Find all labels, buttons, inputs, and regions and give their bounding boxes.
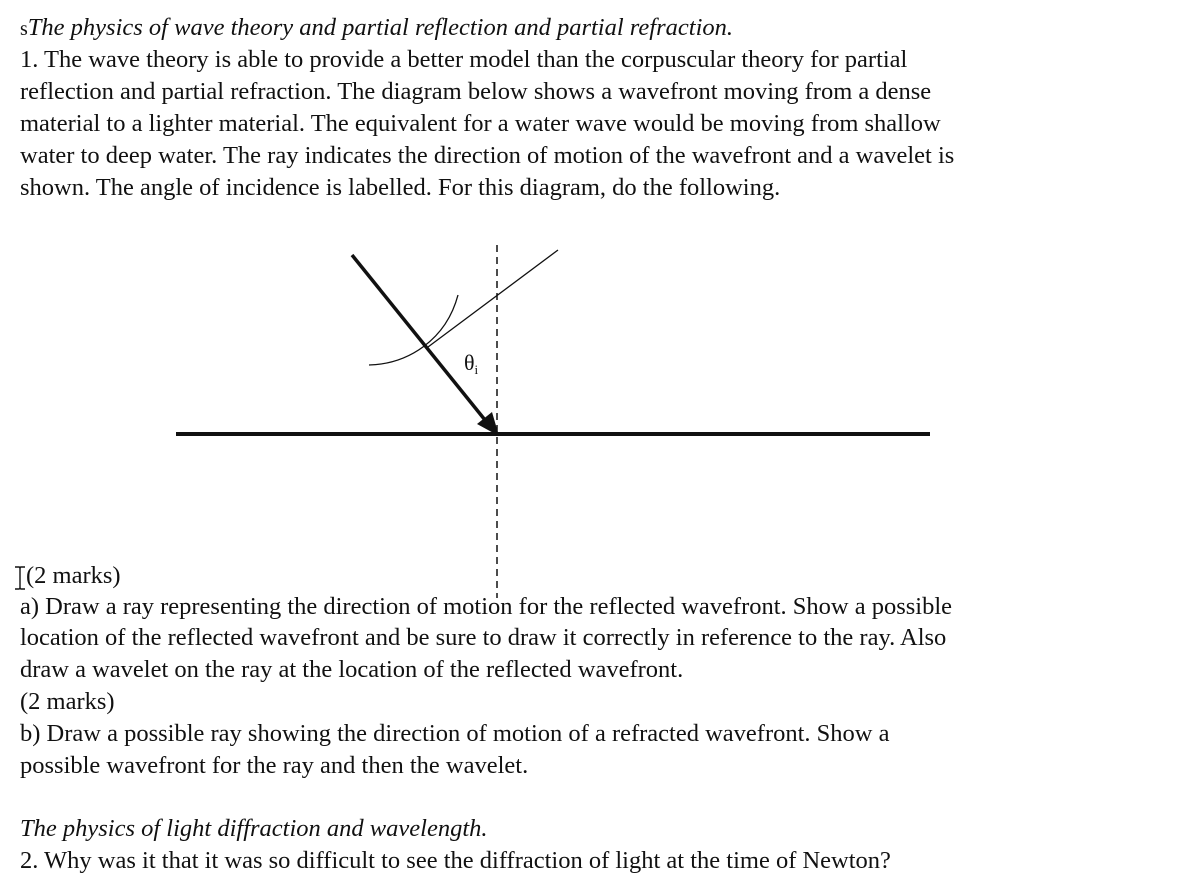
heading-text: The physics of wave theory and partial reflection and partial refraction. [27,14,733,41]
question-line: reflection and partial refraction. The diagram below shows a wavefront moving from a dense [20,78,932,105]
angle-subscript: i [474,362,479,377]
section2-heading: The physics of light diffraction and wavelength. [20,815,488,842]
part-b-line: b) Draw a possible ray showing the direction of motion of a refracted wavefront. Show a [20,720,890,747]
question-line: 1. The wave theory is able to provide a better model than the corpuscular theory for partial [20,46,908,73]
text-cursor-icon [14,566,26,590]
angle-label [464,350,479,377]
part-a-line: a) Draw a ray representing the direction of motion for the reflected wavefront. Show a possible [20,593,953,620]
part-a-line: draw a wavelet on the ray at the location of the reflected wavefront. [20,656,684,683]
question-line: water to deep water. The ray indicates the direction of motion of the wavefront and a wavelet is [20,142,955,169]
angle-symbol: θ [464,350,475,375]
part-b-line: possible wavefront for the ray and then the wavelet. [20,752,529,779]
section2-question: 2. Why was it that it was so difficult to see the diffraction of light at the time of Newton? [20,847,891,874]
question-line: material to a lighter material. The equivalent for a water wave would be moving from shallow [20,110,941,137]
incident-ray [352,255,485,420]
part-a-line: location of the reflected wavefront and be sure to draw it correctly in reference to the ray. Also [20,624,947,651]
wavefront-line [428,250,558,347]
marks-label: (2 marks) [26,562,121,589]
marks-label: (2 marks) [20,688,115,715]
question-line: shown. The angle of incidence is labelled. For this diagram, do the following. [20,174,781,201]
heading-prefix: s [20,18,28,40]
